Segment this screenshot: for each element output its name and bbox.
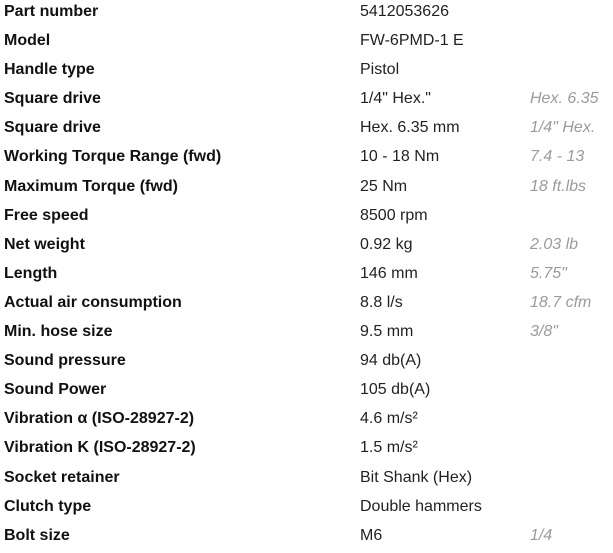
spec-value: 8500 rpm [360,206,428,224]
spec-row-working-torque [0,145,613,174]
spec-row-maximum-torque [0,175,613,204]
spec-row-square-drive-imperial [0,87,613,116]
spec-row-clutch-type [0,495,613,524]
spec-label: Part number [4,3,99,20]
spec-row-sound-pressure [0,349,613,378]
spec-row-vibration-k [0,436,613,465]
spec-alt-value: 7.4 - 13 [530,148,585,166]
spec-row-part-number [0,0,613,29]
spec-label: Working Torque Range (fwd) [4,148,222,166]
spec-value: Bit Shank (Hex) [360,468,473,486]
spec-row-net-weight [0,233,613,262]
spec-label: Actual air consumption [4,293,182,311]
spec-row-bolt-size [0,524,613,553]
spec-row-square-drive-metric [0,116,613,145]
spec-value: 1.5 m/s² [360,439,418,457]
spec-label: Clutch type [4,497,92,515]
spec-label: Length [4,264,58,282]
spec-value: Double hammers [360,497,482,515]
spec-row-air-consumption [0,291,613,320]
spec-row-free-speed [0,204,613,233]
spec-alt-value: 18 ft.lbs [530,177,587,195]
spec-row-sound-power [0,378,613,407]
spec-value: 4.6 m/s² [360,410,418,428]
spec-row-model [0,29,613,58]
spec-alt-value: 18.7 cfm [530,293,592,311]
spec-label: Sound Power [4,381,107,399]
spec-label: Maximum Torque (fwd) [4,177,178,195]
spec-value: FW-6PMD-1 E [360,32,464,50]
spec-label: Model [4,32,51,50]
spec-value: 105 db(A) [360,381,431,399]
spec-label: Vibration K (ISO-28927-2) [4,439,196,457]
spec-value: 0.92 kg [360,235,413,253]
spec-value: 9.5 mm [360,323,414,341]
spec-label: Net weight [4,235,85,253]
spec-value: 10 - 18 Nm [360,148,440,166]
spec-value: M6 [360,526,383,544]
spec-value: 25 Nm [360,177,408,195]
spec-row-min-hose-size [0,320,613,349]
spec-value: 146 mm [360,264,418,282]
spec-alt-value: Hex. 6.35 [530,90,599,108]
spec-label: Handle type [4,61,95,79]
spec-value: Pistol [360,61,400,79]
spec-value: 94 db(A) [360,352,422,370]
spec-label: Vibration α (ISO-28927-2) [4,410,195,428]
spec-value: 1/4" Hex." [360,90,431,108]
spec-row-length [0,262,613,291]
spec-alt-value: 1/4 [530,526,553,544]
spec-label: Min. hose size [4,323,113,341]
spec-row-handle-type [0,58,613,87]
spec-value: Hex. 6.35 mm [360,119,460,137]
spec-row-socket-retainer [0,466,613,495]
spec-alt-value: 1/4" Hex. [530,119,596,137]
spec-label: Free speed [4,206,89,224]
spec-alt-value: 3/8" [530,323,558,341]
spec-label: Socket retainer [4,468,120,486]
spec-alt-value: 5.75" [530,264,567,282]
spec-label: Square drive [4,90,101,108]
spec-alt-value: 2.03 lb [530,235,579,253]
spec-label: Bolt size [4,526,70,544]
spec-label: Square drive [4,119,101,137]
spec-label: Sound pressure [4,352,126,370]
spec-value: 8.8 l/s [360,293,403,311]
spec-row-vibration-alpha [0,407,613,436]
spec-value: 5412053626 [360,3,449,20]
